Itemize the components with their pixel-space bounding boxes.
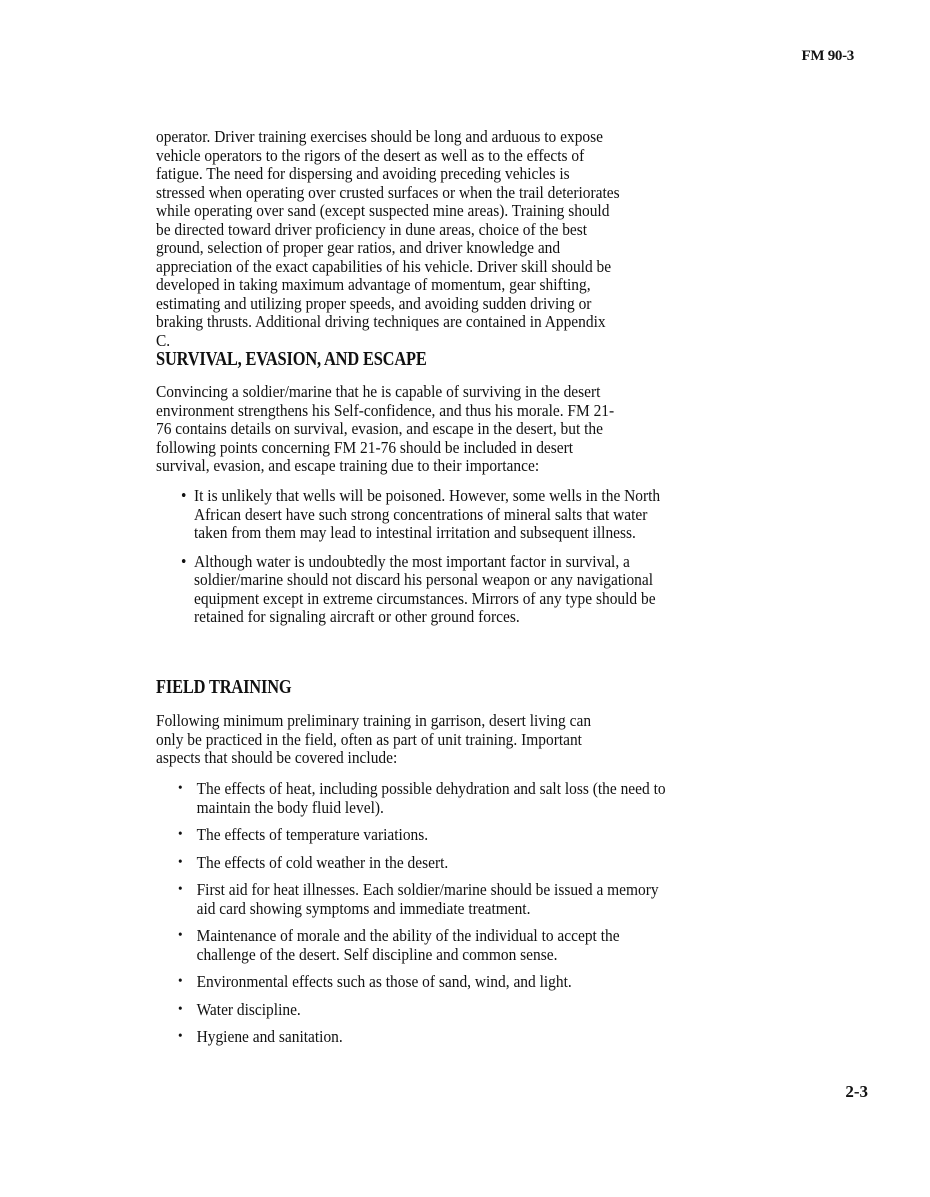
list-item (178, 1001, 680, 1020)
list-item-text: First aid for heat illnesses. Each soldier/marine should be issued a memory aid card showing symptoms and immediate treatment. (196, 880, 659, 918)
list-item (178, 780, 680, 817)
field-training-heading: FIELD TRAINING (156, 676, 292, 698)
field-training-bullet-list (178, 780, 698, 1056)
page-number: 2-3 (845, 1082, 868, 1101)
bullet-icon: • (178, 781, 183, 796)
list-item (178, 826, 680, 845)
list-item-text: The effects of temperature variations. (196, 825, 429, 844)
list-item (178, 854, 680, 873)
field-training-paragraph: Following minimum preliminary training in garrison, desert living can only be practiced in the field, often as part of unit training. Important aspects that should be covered include: (156, 711, 592, 767)
list-item (178, 881, 680, 918)
bullet-icon: • (181, 551, 187, 571)
list-item-text: The effects of cold weather in the desert. (196, 852, 449, 872)
bullet-icon: • (178, 928, 183, 943)
bullet-icon: • (181, 486, 187, 505)
list-item (181, 487, 664, 543)
bullet-icon: • (178, 1029, 183, 1044)
survival-heading: SURVIVAL, EVASION, AND ESCAPE (156, 348, 427, 370)
list-item (178, 973, 680, 992)
list-item (181, 553, 664, 627)
document-code: FM 90-3 (801, 48, 854, 64)
list-item-text: Environmental effects such as those of sand, wind, and light. (196, 972, 572, 991)
bullet-icon: • (178, 827, 183, 842)
list-item-text: Maintenance of morale and the ability of the individual to accept the challenge of the desert. Self discipline and common sense. (196, 926, 620, 964)
list-item (178, 927, 680, 964)
bullet-icon: • (178, 974, 183, 989)
list-item (178, 1028, 680, 1047)
list-item-text: Water discipline. (196, 999, 301, 1019)
intro-paragraph: operator. Driver training exercises should be long and arduous to expose vehicle operators to the rigors of the desert as well as to the effects of fatigue. The need for dispersing and avoiding preceding vehicles is stressed when operating over crusted surfaces or when the trail deteriorates while operating over sand (except suspected mine areas). Training should be directed toward driver proficiency in dune areas, choice of the best ground, selection of proper gear ratios, and driver knowledge and appreciation of the exact capabilities of his vehicle. Driver skill should be developed in taking maximum advantage of momentum, gear shifting, estimating and utilizing proper speeds, and avoiding sudden driving or braking thrusts. Additional driving techniques are contained in Appendix C. (156, 127, 620, 350)
list-item-text: The effects of heat, including possible dehydration and salt loss (the need to maintain the body fluid level). (196, 779, 666, 817)
list-item-text: Although water is undoubtedly the most important factor in survival, a soldier/marine should not discard his personal weapon or any navigational equipment except in extreme circumstances. Mirrors of any type should be retained for signaling aircraft or other ground forces. (194, 551, 656, 626)
survival-paragraph: Convincing a soldier/marine that he is capable of surviving in the desert environment strengthens his Self-confidence, and thus his morale. FM 21-76 contains details on survival, evasion, and escape in the desert, but the following points concerning FM 21-76 should be included in desert survival, evasion, and escape training due to their importance: (156, 382, 615, 475)
bullet-icon: • (178, 1001, 183, 1017)
bullet-icon: • (178, 854, 183, 870)
list-item-text: Hygiene and sanitation. (196, 1027, 343, 1046)
survival-bullet-list (181, 487, 686, 637)
bullet-icon: • (178, 882, 183, 897)
list-item-text: It is unlikely that wells will be poisoned. However, some wells in the North African desert have such strong concentrations of mineral salts that water taken from them may lead to intestinal irritation and subsequent illness. (194, 486, 661, 542)
